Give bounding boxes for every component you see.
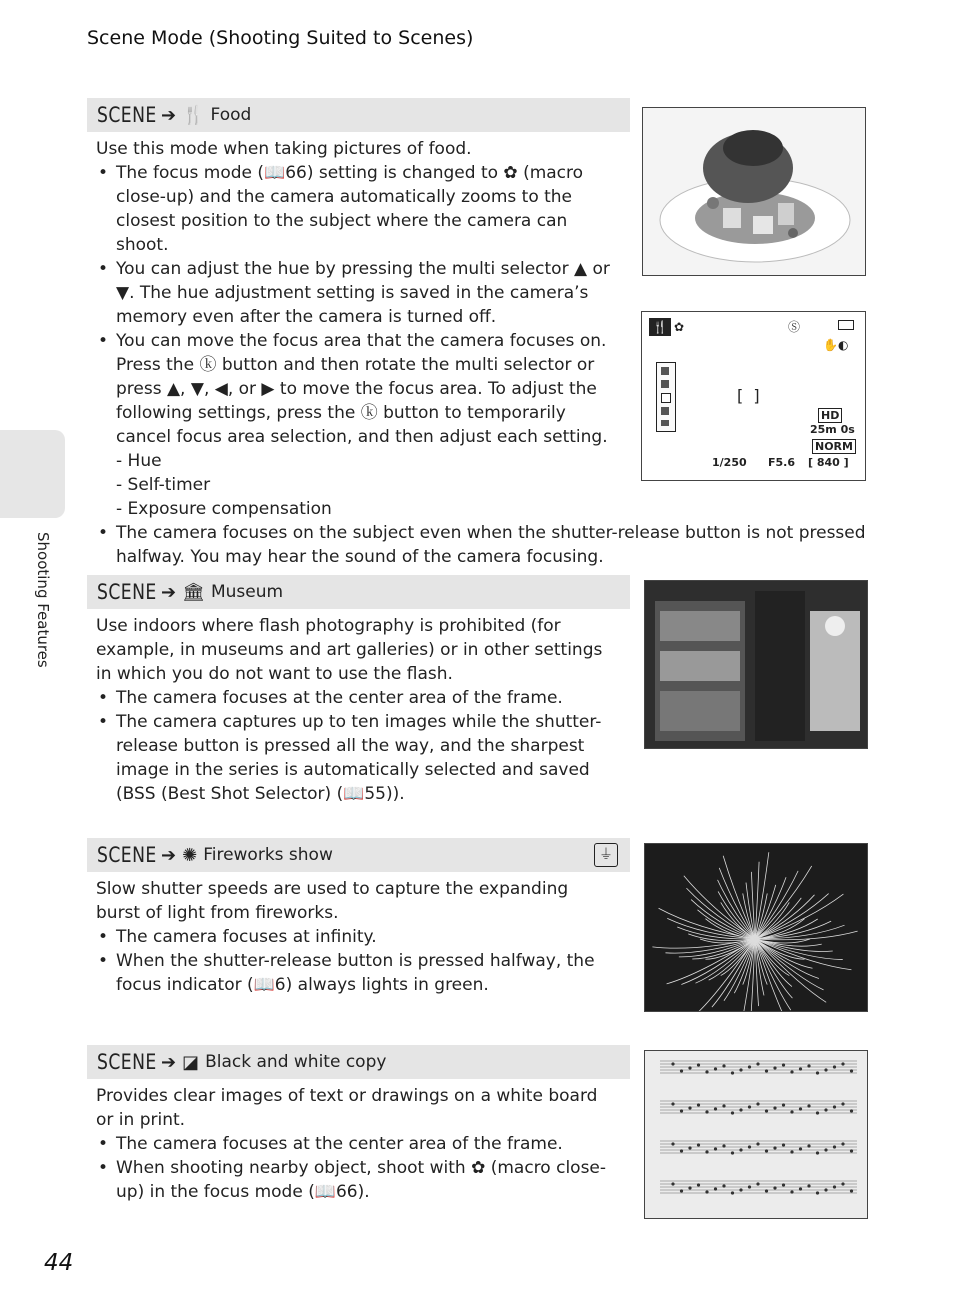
section-title: Fireworks show xyxy=(203,845,333,865)
intro-text: Use indoors where flash photography is prohibited (for example, in museums and art galleries) or in other settings in which you do not want to use the flash. xyxy=(96,616,603,684)
sub-item: - Self-timer xyxy=(116,475,211,495)
macro-icon: ✿ xyxy=(674,320,685,334)
scene-label: SCENE xyxy=(97,1050,157,1074)
museum-icon: 🏛 xyxy=(182,581,205,603)
movie-time: 25m 0s xyxy=(810,423,855,436)
food-icon: 🍴 xyxy=(182,104,205,126)
battery-icon xyxy=(838,320,854,330)
bullet-item: • The camera focuses at the center area of the frame. xyxy=(96,686,616,710)
flash-off-icon: Ⓢ xyxy=(788,320,801,334)
bullet-item: • The camera focuses on the subject even when the shutter-release button is not pressed halfway. You may hear the sound of the camera focusing. xyxy=(96,521,866,569)
arrow-icon: ➔ xyxy=(161,104,177,126)
section-fireworks-heading xyxy=(87,838,630,872)
bullet-item: • You can adjust the hue by pressing the multi selector ▲ or ▼. The hue adjustment setting is saved in the camera’s memory even after the camera is turned off. xyxy=(96,257,621,329)
tripod-icon: ⏚ xyxy=(594,843,618,867)
hue-slider xyxy=(656,362,676,432)
vr-icon: ✋◐ xyxy=(823,338,849,352)
aperture: F5.6 xyxy=(768,456,796,469)
section-title: Food xyxy=(210,105,252,125)
intro-text: Use this mode when taking pictures of food. xyxy=(96,139,472,159)
section-title: Black and white copy xyxy=(205,1052,387,1072)
image-quality: NORM xyxy=(812,439,856,454)
side-tab-label: Shooting Features xyxy=(34,532,52,668)
sub-item: - Exposure compensation xyxy=(116,499,332,519)
copy-icon: ◪ xyxy=(182,1051,200,1073)
section-bw-copy xyxy=(87,1045,630,1204)
section-food-heading xyxy=(87,98,630,132)
museum-photo xyxy=(644,580,868,749)
bullet-item: • When shooting nearby object, shoot with ✿ (macro close-up) in the focus mode (📖66). xyxy=(96,1156,616,1204)
section-museum xyxy=(87,575,630,806)
food-mode-icon: 🍴 xyxy=(649,318,671,336)
bullet-item: • When the shutter-release button is pressed halfway, the focus indicator (📖6) always lights in green. xyxy=(96,949,616,997)
arrow-icon: ➔ xyxy=(161,1051,177,1073)
food-photo xyxy=(642,107,866,276)
sub-item: - Hue xyxy=(116,451,162,471)
bullet-item: • The focus mode (📖66) setting is changed to ✿ (macro close-up) and the camera automatically zooms to the closest position to the subject where the camera can shoot. xyxy=(96,161,621,257)
section-fireworks xyxy=(87,838,630,997)
section-title: Museum xyxy=(210,582,284,602)
intro-text: Provides clear images of text or drawings on a white board or in print. xyxy=(96,1086,598,1130)
camera-monitor-display xyxy=(641,311,866,481)
bullet-item: • You can move the focus area that the camera focuses on. Press the ⓚ button and then rotate the multi selector or press ▲, ▼, ◀, or ▶ to move the focus area. To adjust the following settings, press the ⓚ button to temporarily cancel focus area selection, and then adjust each setting. xyxy=(96,329,621,449)
fireworks-photo xyxy=(644,843,868,1012)
scene-label: SCENE xyxy=(97,843,157,867)
running-header: Scene Mode (Shooting Suited to Scenes) xyxy=(87,27,474,49)
focus-area-bracket: [ ] xyxy=(737,386,760,405)
section-museum-heading xyxy=(87,575,630,609)
side-tab xyxy=(0,430,65,518)
sheet-music-photo xyxy=(644,1050,868,1219)
bullet-item: • The camera captures up to ten images while the shutter-release button is pressed all the way, and the sharpest image in the series is automatically selected and saved (BSS (Best Shot Selector) (📖55)). xyxy=(96,710,616,806)
section-bw-copy-heading xyxy=(87,1045,630,1079)
arrow-icon: ➔ xyxy=(161,581,177,603)
fireworks-icon: ✺ xyxy=(182,844,198,866)
remaining-exposures: [ 840 ] xyxy=(808,456,849,469)
arrow-icon: ➔ xyxy=(161,844,177,866)
page-number: 44 xyxy=(44,1250,74,1276)
shutter-speed: 1/250 xyxy=(712,456,747,469)
bullet-item: • The camera focuses at infinity. xyxy=(96,925,616,949)
bullet-item: • The camera focuses at the center area of the frame. xyxy=(96,1132,616,1156)
movie-size: HD xyxy=(818,408,842,423)
scene-label: SCENE xyxy=(97,103,157,127)
scene-label: SCENE xyxy=(97,580,157,604)
intro-text: Slow shutter speeds are used to capture the expanding burst of light from fireworks. xyxy=(96,879,569,923)
